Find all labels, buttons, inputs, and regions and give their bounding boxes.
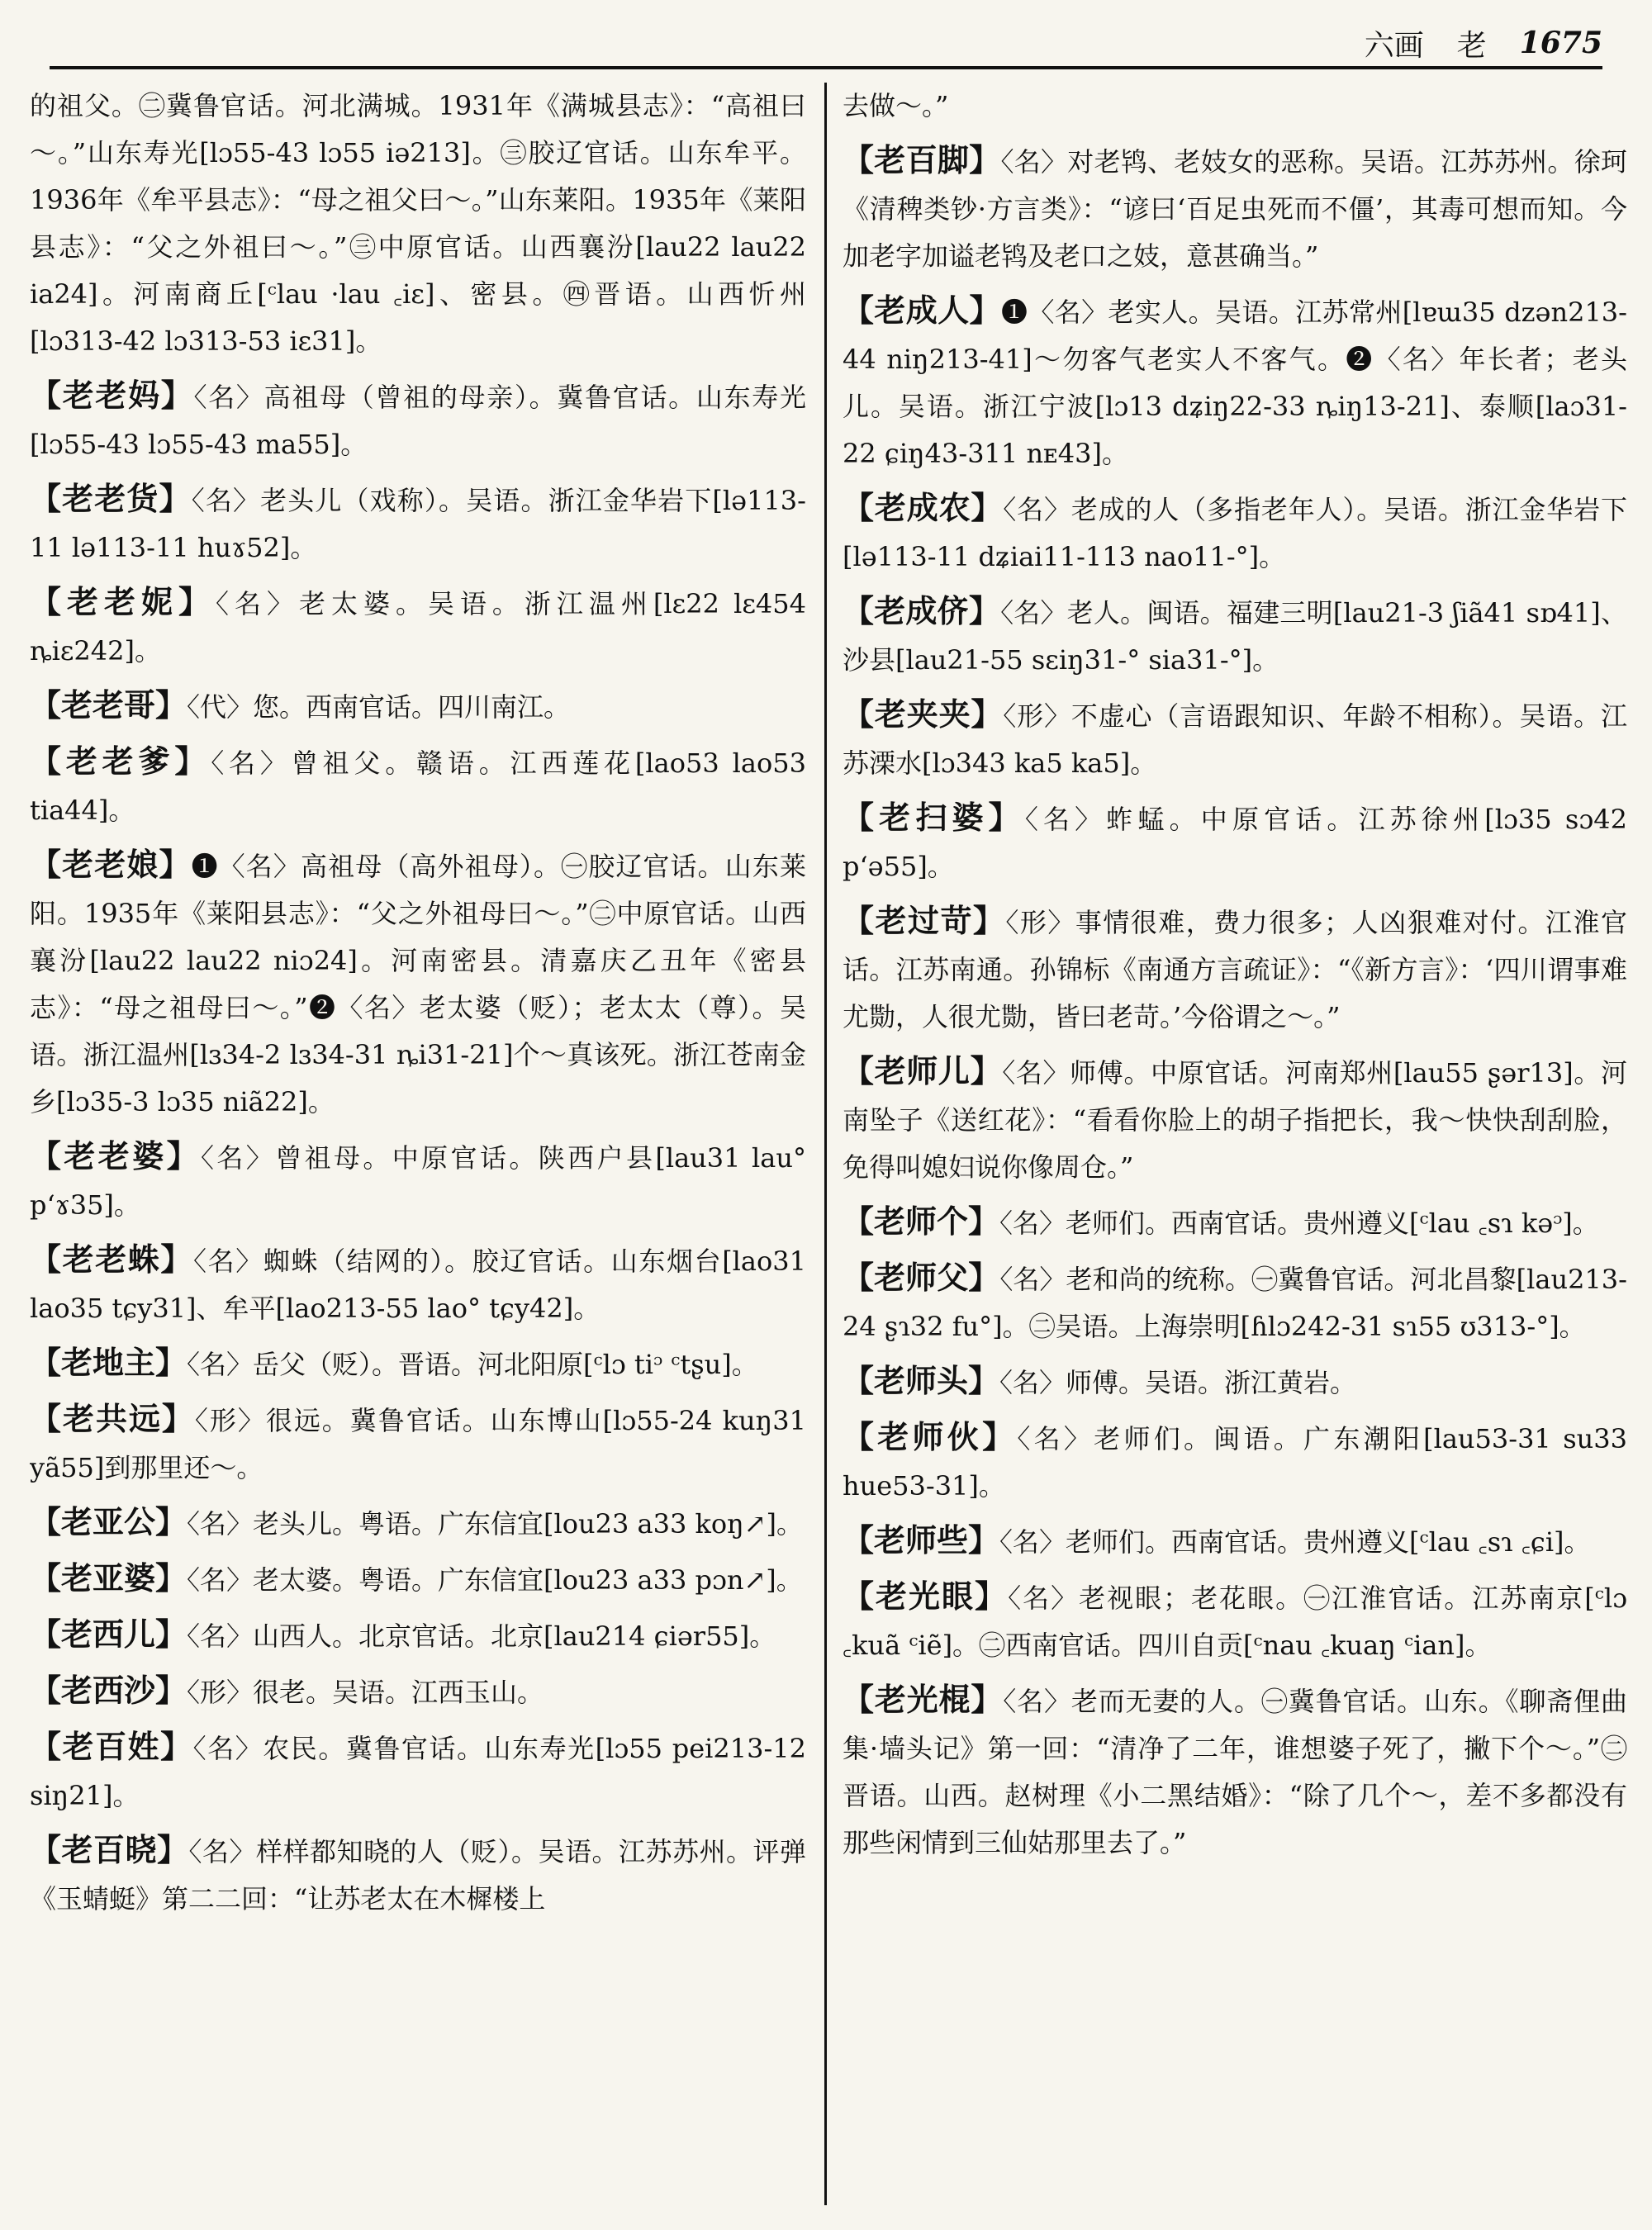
entry-headword: 【老师父】 [843,1259,1000,1296]
entry-headword: 【老老妮】 [30,583,216,620]
entry-headword: 【老夹夹】 [843,695,1004,733]
dictionary-entry [30,1236,806,1332]
running-header [50,20,1602,69]
dictionary-entry [30,83,806,365]
entry-headword: 【老西儿】 [30,1616,188,1653]
entry-headword: 【老师头】 [843,1362,1000,1399]
column-divider [824,83,827,2205]
entry-headword: 【老成侪】 [843,592,1001,629]
entry-definition: 〈名〉老师们。闽语。广东潮阳[lau53-31 su33 hue53-31]。 [843,1423,1627,1502]
entry-definition: 去做～。” [843,90,949,121]
dictionary-entry [843,484,1627,581]
entry-headword: 【老地主】 [30,1344,188,1381]
entry-definition: ❶〈名〉高祖母（高外祖母）。㊀胶辽官话。山东莱阳。1935年《莱阳县志》：“父之外祖母曰～。”㊁中原官话。山西襄汾[lau22 lau22 niɔ24]。河南密县。清嘉庆乙丑年《密县志》：“母之祖母曰～。”❷〈名〉老太婆（贬）；老太太（尊）。吴语。浙江温州[lɜ34-2 lɜ34-31 ȵi31-21]个～真该死。浙江苍南金乡[lɔ35-3 lɔ35 niã22]。 [30,851,806,1117]
entry-headword: 【老百脚】 [843,141,1001,178]
dictionary-entry [30,1611,806,1660]
dictionary-entry [843,1676,1627,1867]
entry-headword: 【老老娘】 [30,846,192,883]
dictionary-entry [843,1413,1627,1510]
entry-definition: 〈名〉岳父（贬）。晋语。河北阳原[ᶜlɔ tiᵓ ᶜtʂu]。 [187,1349,758,1380]
entry-headword: 【老老婆】 [30,1137,201,1174]
dictionary-entry [843,1357,1627,1407]
entry-definition: 〈名〉曾祖父。赣语。江西莲花[lao53 lao53 tia44]。 [30,747,806,826]
dictionary-entry [843,1198,1627,1247]
dictionary-entry [843,690,1627,787]
entry-definition: 〈形〉事情很难，费力很多；人凶狠难对付。江淮官话。江苏南通。孙锦标《南通方言疏证》：“《新方言》：‘四川谓事难尤勚，人很尤勚，皆曰老苛。’今俗谓之～。” [843,907,1627,1032]
entry-headword: 【老成人】 [843,292,1001,329]
entry-definition: 〈形〉很老。吴语。江西玉山。 [187,1677,544,1708]
left-column [30,83,806,2205]
dictionary-entry [843,794,1627,890]
entry-definition: 〈名〉师傅。吴语。浙江黄岩。 [999,1367,1357,1398]
entry-definition: 〈名〉蚱蜢。中原官话。江苏徐州[lɔ35 sɔ42 p‘ə55]。 [843,804,1627,882]
entry-definition: 〈名〉蜘蛛（结网的）。胶辽官话。山东烟台[lao31 lao35 tɕy31]、牟平[lao213-55 lao° tɕy42]。 [30,1245,806,1324]
dictionary-entry [30,1723,806,1820]
entry-definition: 〈名〉老视眼；老花眼。㊀江淮官话。江苏南京[ᶜlɔ ꜀kuã ᶜiẽ]。㊁西南官话。四川自贡[ᶜnau ꜀kuaŋ ᶜian]。 [843,1582,1627,1661]
entry-headword: 【老师儿】 [843,1052,1003,1089]
entry-headword: 【老过苛】 [843,902,1006,939]
dictionary-entry [30,372,806,468]
entry-headword: 【老老哥】 [30,686,188,724]
entry-definition: 〈名〉曾祖母。中原官话。陕西户县[lau31 lau° p‘ɤ35]。 [30,1142,806,1221]
page-number: 1675 [1519,26,1602,60]
entry-definition: 〈形〉不虚心（言语跟知识、年龄不相称）。吴语。江苏溧水[lɔ343 ka5 ka5]。 [843,700,1627,779]
entry-headword: 【老光眼】 [843,1578,1009,1615]
dictionary-entry [843,83,1627,130]
dictionary-entry [30,841,806,1126]
entry-headword: 【老百姓】 [30,1728,193,1765]
entry-definition: 〈代〉您。西南官话。四川南江。 [187,691,571,723]
dictionary-entry [30,1826,806,1923]
dictionary-entry [30,738,806,834]
dictionary-entry [843,587,1627,684]
entry-definition: 的祖父。㊁冀鲁官话。河北满城。1931年《满城县志》：“高祖曰～。”山东寿光[lɔ55-43 lɔ55 iə213]。㊂胶辽官话。山东牟平。1936年《牟平县志》：“母之祖父曰～。”山东莱阳。1935年《莱阳县志》：“父之外祖曰～。”㊂中原官话。山西襄汾[lau22 lau22 ia24]。河南商丘[ᶜlau ·lau ꜀iɛ]、密县。㊃晋语。山西忻州[lɔ313-42 lɔ313-53 iɛ31]。 [30,90,806,357]
entry-headword: 【老共远】 [30,1400,195,1437]
entry-headword: 【老成农】 [843,489,1004,526]
dictionary-entry [843,1047,1627,1191]
dictionary-entry [843,287,1627,477]
entry-headword: 【老师些】 [843,1521,1000,1559]
right-column [843,83,1627,2205]
entry-definition: 〈名〉对老鸨、老妓女的恶称。吴语。江苏苏州。徐珂《清稗类钞·方言类》：“谚曰‘百足虫死而不僵’，其毒可想而知。今加老字加谥老鸨及老口之妓，意甚确当。” [843,146,1627,272]
entry-headword: 【老亚公】 [30,1503,188,1540]
dictionary-entry [30,1667,806,1716]
dictionary-entry [30,1554,806,1604]
dictionary-entry [30,578,806,675]
entry-definition: 〈名〉样样都知晓的人（贬）。吴语。江苏苏州。评弹《玉蜻蜓》第二二回：“让苏老太在木樨楼上 [30,1836,806,1914]
entry-definition: 〈名〉老师们。西南官话。贵州遵义[ᶜlau ꜀sɿ ꜀ɕi]。 [999,1526,1591,1558]
entry-definition: 〈名〉老和尚的统称。㊀冀鲁官话。河北昌黎[lau213-24 ʂɿ32 fu°]。㊁吴语。上海崇明[ɦlɔ242-31 sɿ55 ʊ313-°]。 [843,1264,1627,1342]
entry-headword: 【老光棍】 [843,1681,1004,1718]
dictionary-entry [30,1132,806,1229]
entry-headword: 【老西沙】 [30,1672,188,1709]
dictionary-entry [30,1339,806,1388]
entry-definition: 〈名〉老太婆。粤语。广东信宜[lou23 a33 pɔn↗]。 [187,1564,803,1596]
entry-definition: 〈名〉老成的人（多指老年人）。吴语。浙江金华岩下[lə113-11 dʑiai11-113 nao11-°]。 [843,494,1627,572]
dictionary-entry [30,1395,806,1492]
dictionary-entry [30,681,806,731]
dictionary-entry [30,1498,806,1548]
entry-definition: 〈名〉老而无妻的人。㊀冀鲁官话。山东。《聊斋俚曲集·墙头记》第一回：“清净了二年，谁想婆子死了，撇下个～。”㊁晋语。山西。赵树理《小二黑结婚》：“除了几个～，差不多都没有那些闲情到三仙姑那里去了。” [843,1686,1627,1858]
entry-headword: 【老师个】 [843,1203,1000,1240]
entry-definition: 〈名〉老师们。西南官话。贵州遵义[ᶜlau ꜀sɿ kəᵓ]。 [999,1208,1599,1239]
header-char: 老 [1456,28,1487,63]
entry-definition: 〈名〉老太婆。吴语。浙江温州[lɛ22 lɛ454 ȵiɛ242]。 [30,588,806,667]
dictionary-entry [843,1516,1627,1566]
entry-headword: 【老老货】 [30,480,192,517]
entry-headword: 【老扫婆】 [843,799,1025,836]
dictionary-entry [843,1254,1627,1350]
entry-definition: 〈名〉高祖母（曾祖的母亲）。冀鲁官话。山东寿光[lɔ55-43 lɔ55-43 ma55]。 [30,382,806,460]
entry-definition: 〈名〉老头儿。粤语。广东信宜[lou23 a33 koŋ↗]。 [187,1508,804,1540]
dictionary-entry [30,475,806,572]
entry-definition: ❶〈名〉老实人。吴语。江苏常州[lɐɯ35 dzən213-44 niŋ213-41]～勿客气老实人不客气。❷〈名〉年长者；老头儿。吴语。浙江宁波[lɔ13 dʑiŋ22-33 ȵiŋ13-21]、泰顺[laɔ31-22 ɕiŋ43-311 nᴇ43]。 [843,297,1627,469]
entry-headword: 【老老爹】 [30,743,211,780]
entry-definition: 〈名〉师傅。中原官话。河南郑州[lau55 ʂər13]。河南坠子《送红花》：“看看你脸上的胡子指把长，我～快快刮刮脸，免得叫媳妇说你像周仓。” [843,1057,1627,1183]
dictionary-entry [843,1573,1627,1669]
entry-headword: 【老亚婆】 [30,1559,188,1597]
entry-definition: 〈名〉山西人。北京官话。北京[lau214 ɕiər55]。 [187,1620,776,1652]
header-section: 六画 [1364,28,1424,63]
entry-definition: 〈名〉老人。闽语。福建三明[lau21-3 ʃiã41 sɒ41]、沙县[lau21-55 sɛiŋ31-° sia31-°]。 [843,597,1627,676]
entry-headword: 【老百晓】 [30,1831,189,1868]
entry-headword: 【老老妈】 [30,377,194,414]
dictionary-entry [843,136,1627,280]
entry-definition: 〈形〉很远。冀鲁官话。山东博山[lɔ55-24 kuŋ31 yã55]到那里还～。 [30,1405,806,1483]
entry-headword: 【老老蛛】 [30,1241,194,1278]
entry-definition: 〈名〉老头儿（戏称）。吴语。浙江金华岩下[lə113-11 lə113-11 huɤ52]。 [30,485,806,563]
entry-definition: 〈名〉农民。冀鲁官话。山东寿光[lɔ55 pei213-12 siŋ21]。 [30,1733,806,1811]
entry-headword: 【老师伙】 [843,1418,1018,1455]
dictionary-entry [843,897,1627,1041]
